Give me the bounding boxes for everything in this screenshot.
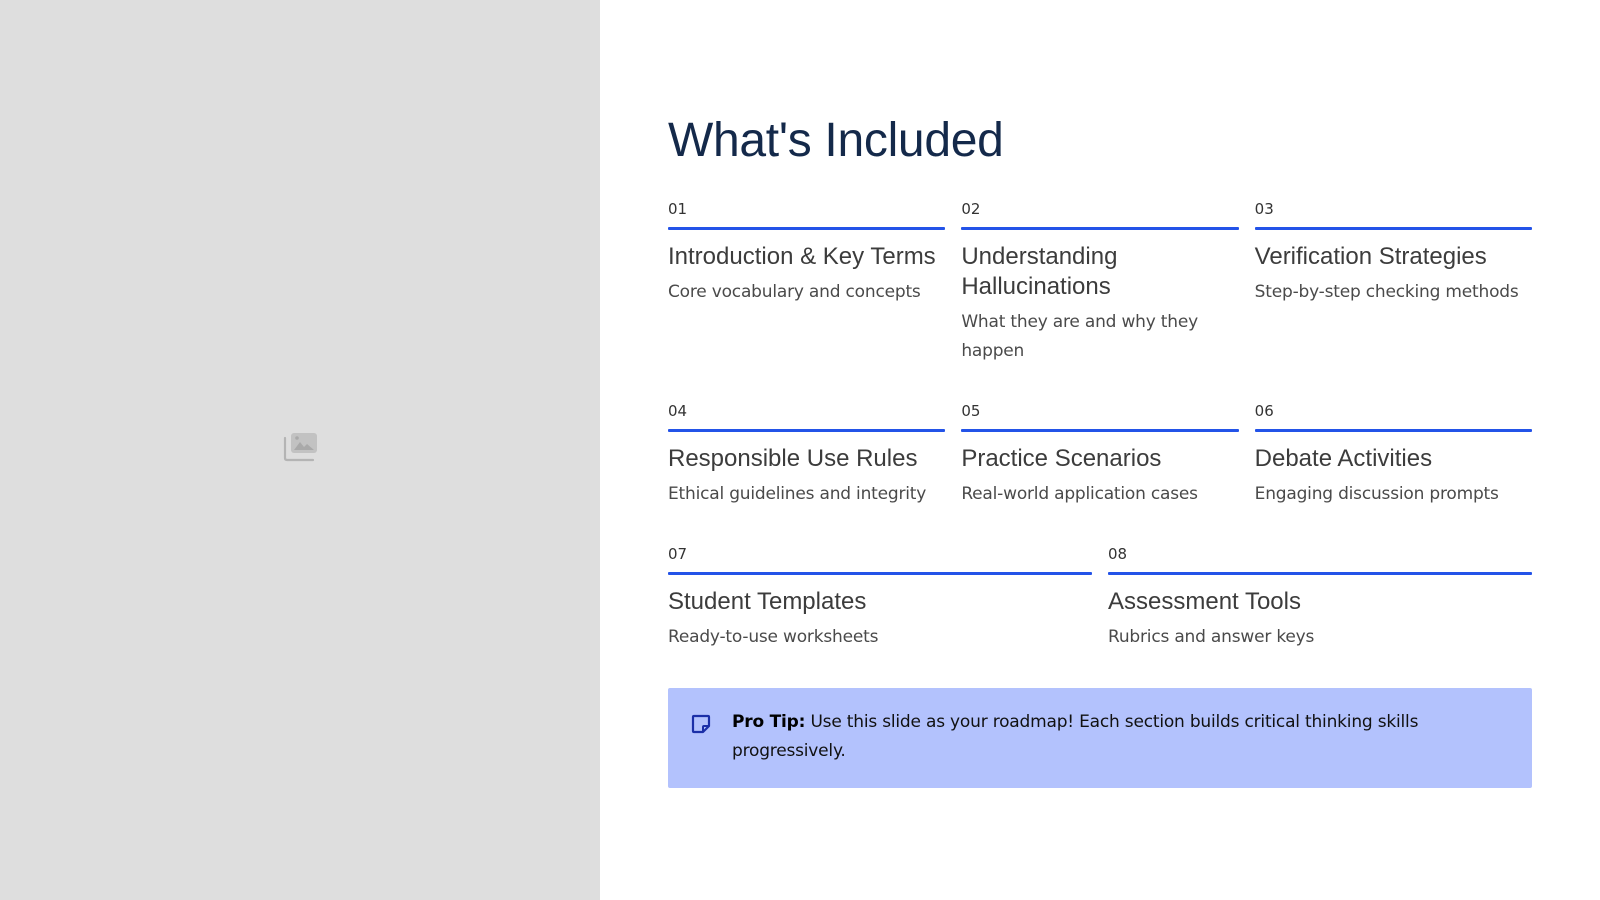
- section-divider: [668, 429, 945, 432]
- page-title: What's Included: [668, 114, 1004, 167]
- section-number: 04: [668, 402, 688, 420]
- section-divider: [668, 227, 945, 230]
- pro-tip-label: Pro Tip:: [732, 712, 806, 732]
- sections-row-1: [668, 200, 1532, 366]
- section-number: 01: [668, 200, 688, 218]
- section-title: Student Templates: [668, 588, 867, 615]
- section-number: 07: [668, 545, 688, 563]
- section-title: Introduction & Key Terms: [668, 243, 936, 270]
- image-panel: [0, 0, 600, 900]
- section-number: 03: [1254, 200, 1274, 218]
- section-divider: [1108, 572, 1532, 575]
- section-description: Rubrics and answer keys: [1108, 627, 1315, 647]
- section-divider: [961, 429, 1238, 432]
- section-description: What they are and why they happen: [961, 312, 1198, 361]
- sticky-note-icon: [690, 713, 712, 735]
- sections-row-3: [668, 545, 1532, 652]
- section-description: Engaging discussion prompts: [1254, 484, 1499, 504]
- section-number: 06: [1254, 402, 1274, 420]
- section-item: [961, 200, 1238, 366]
- section-item: [668, 200, 945, 366]
- section-description: Core vocabulary and concepts: [668, 282, 921, 302]
- section-description: Step-by-step checking methods: [1254, 282, 1519, 302]
- section-number: 02: [961, 200, 981, 218]
- section-item: [668, 402, 945, 509]
- section-divider: [961, 227, 1238, 230]
- section-number: 05: [961, 402, 981, 420]
- section-item: [668, 545, 1092, 652]
- section-description: Ready-to-use worksheets: [668, 627, 879, 647]
- section-title: Responsible Use Rules: [668, 445, 918, 472]
- section-title: Debate Activities: [1254, 445, 1433, 472]
- section-item: [1108, 545, 1532, 652]
- section-description: Real-world application cases: [961, 484, 1198, 504]
- section-number: 08: [1108, 545, 1128, 563]
- content-panel: [600, 0, 1600, 900]
- section-title: Verification Strategies: [1254, 243, 1487, 270]
- section-divider: [1255, 227, 1532, 230]
- section-title: Practice Scenarios: [961, 445, 1162, 472]
- section-divider: [668, 572, 1092, 575]
- section-description: Ethical guidelines and integrity: [668, 484, 927, 504]
- section-item: [1255, 402, 1532, 509]
- section-item: [1255, 200, 1532, 366]
- section-item: [961, 402, 1238, 509]
- pro-tip-callout: [668, 688, 1532, 788]
- section-divider: [1255, 429, 1532, 432]
- image-placeholder-icon: [283, 432, 319, 462]
- sections-row-2: [668, 402, 1532, 509]
- pro-tip-body: Use this slide as your roadmap! Each section builds critical thinking skills progressively.: [732, 712, 1419, 761]
- section-title: Understanding Hallucinations: [961, 243, 1118, 300]
- section-title: Assessment Tools: [1108, 588, 1301, 615]
- pro-tip-text: [732, 708, 1508, 766]
